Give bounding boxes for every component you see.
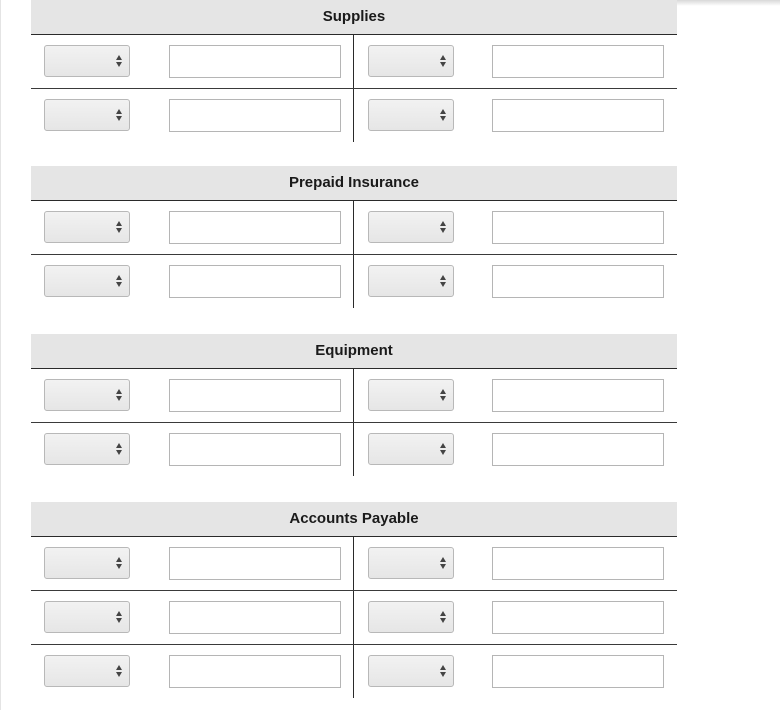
updown-arrows-icon [440,557,447,569]
credit-account-select[interactable] [368,45,454,77]
credit-amount-input[interactable] [492,655,664,688]
debit-account-select[interactable] [44,433,130,465]
debit-account-select[interactable] [44,265,130,297]
top-shadow [676,0,780,6]
t-row [31,645,677,698]
account-title: Supplies [31,0,677,35]
debit-account-select[interactable] [44,379,130,411]
t-row [31,35,677,89]
debit-amount-input[interactable] [169,211,341,244]
credit-amount-input[interactable] [492,547,664,580]
credit-amount-input[interactable] [492,99,664,132]
credit-account-select[interactable] [368,655,454,687]
credit-account-select[interactable] [368,601,454,633]
debit-amount-input[interactable] [169,655,341,688]
credit-account-select[interactable] [368,547,454,579]
t-account-body [31,537,677,698]
t-row [31,255,677,308]
updown-arrows-icon [116,275,123,287]
credit-account-select[interactable] [368,211,454,243]
updown-arrows-icon [116,55,123,67]
debit-account-select[interactable] [44,601,130,633]
updown-arrows-icon [116,557,123,569]
debit-account-select[interactable] [44,45,130,77]
updown-arrows-icon [116,443,123,455]
debit-amount-input[interactable] [169,99,341,132]
credit-amount-input[interactable] [492,379,664,412]
t-account-accounts-payable [31,502,677,698]
account-title: Accounts Payable [31,502,677,537]
credit-account-select[interactable] [368,379,454,411]
credit-amount-input[interactable] [492,433,664,466]
t-row [31,591,677,645]
updown-arrows-icon [116,221,123,233]
t-row [31,201,677,255]
updown-arrows-icon [440,665,447,677]
updown-arrows-icon [116,389,123,401]
updown-arrows-icon [440,109,447,121]
debit-amount-input[interactable] [169,433,341,466]
credit-amount-input[interactable] [492,601,664,634]
credit-amount-input[interactable] [492,45,664,78]
updown-arrows-icon [440,275,447,287]
t-account-supplies [31,0,677,142]
debit-account-select[interactable] [44,99,130,131]
updown-arrows-icon [116,109,123,121]
updown-arrows-icon [116,611,123,623]
t-row [31,423,677,476]
t-account-body [31,35,677,142]
debit-amount-input[interactable] [169,379,341,412]
updown-arrows-icon [440,443,447,455]
credit-account-select[interactable] [368,265,454,297]
updown-arrows-icon [440,221,447,233]
account-title: Prepaid Insurance [31,166,677,201]
debit-amount-input[interactable] [169,45,341,78]
debit-account-select[interactable] [44,655,130,687]
debit-account-select[interactable] [44,547,130,579]
t-row [31,89,677,142]
t-row [31,369,677,423]
debit-amount-input[interactable] [169,547,341,580]
t-account-equipment [31,334,677,476]
updown-arrows-icon [440,389,447,401]
updown-arrows-icon [116,665,123,677]
credit-account-select[interactable] [368,433,454,465]
t-account-prepaid-insurance [31,166,677,308]
debit-amount-input[interactable] [169,601,341,634]
t-account-body [31,201,677,308]
updown-arrows-icon [440,611,447,623]
account-title: Equipment [31,334,677,369]
updown-arrows-icon [440,55,447,67]
t-account-body [31,369,677,476]
debit-amount-input[interactable] [169,265,341,298]
debit-account-select[interactable] [44,211,130,243]
t-row [31,537,677,591]
credit-amount-input[interactable] [492,211,664,244]
credit-account-select[interactable] [368,99,454,131]
credit-amount-input[interactable] [492,265,664,298]
